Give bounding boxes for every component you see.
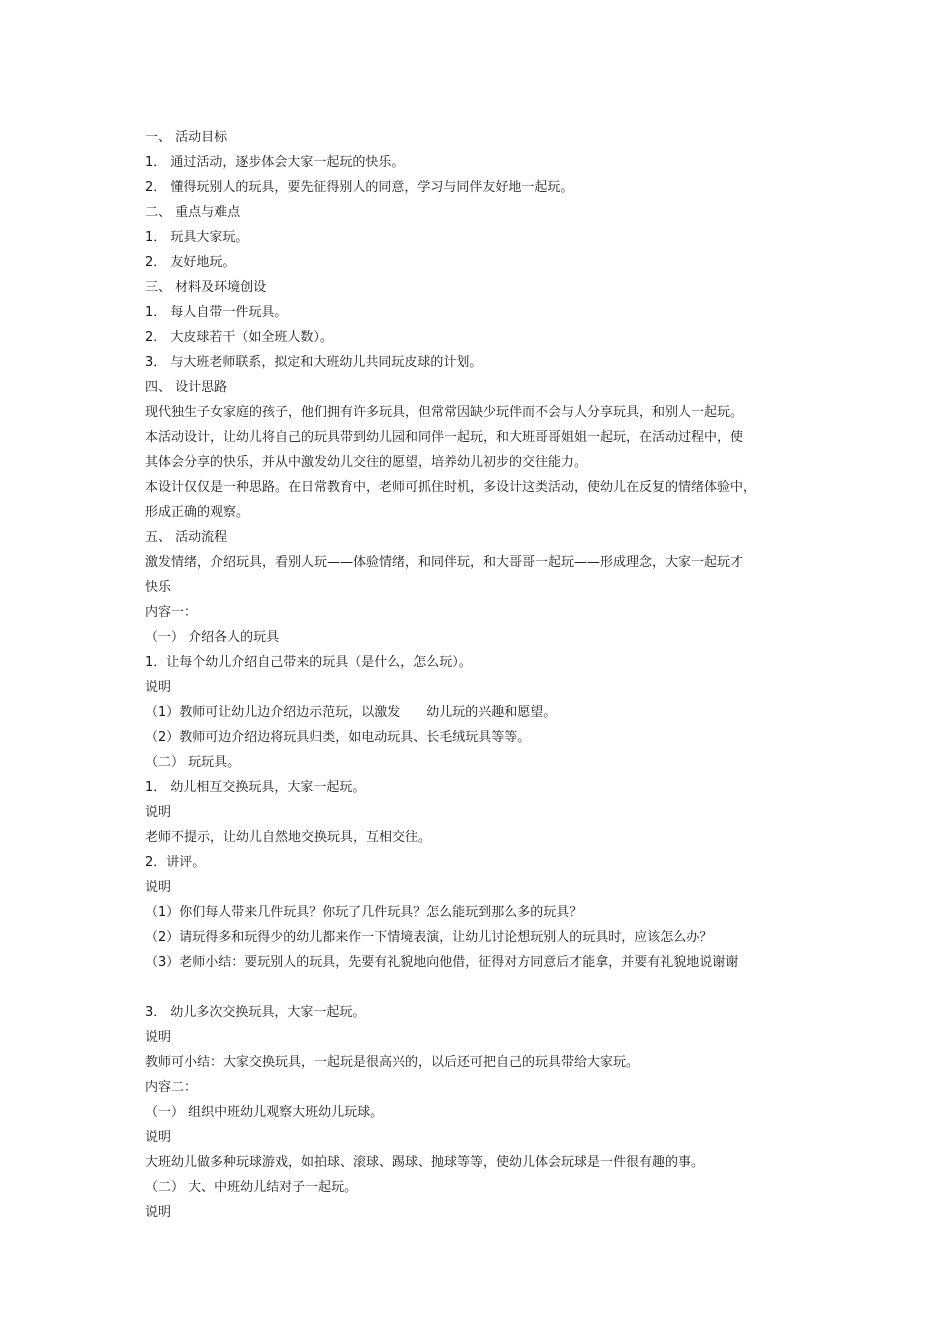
paragraph: 其体会分享的快乐，并从中激发幼儿交往的愿望，培养幼儿初步的交往能力。 — [145, 455, 588, 470]
paragraph: 教师可小结：大家交换玩具，一起玩是很高兴的，以后还可把自己的玩具带给大家玩。 — [145, 1055, 640, 1070]
paragraph: （2）请玩得多和玩得少的幼儿都来作一下情境表演，让幼儿讨论想玩别人的玩具时，应该怎么办？ — [145, 930, 713, 945]
subheading-content-one: 内容一： — [145, 605, 198, 620]
paragraph: 快乐 — [145, 580, 172, 595]
paragraph: 2． 大皮球若干（如全班人数）。 — [145, 330, 333, 345]
paragraph: 2．讲评。 — [145, 855, 206, 870]
heading-design-idea: 四、 设计思路 — [145, 380, 228, 395]
paragraph: （二） 大、中班幼儿结对子一起玩。 — [145, 1180, 358, 1195]
heading-materials: 三、 材料及环境创设 — [145, 280, 267, 295]
paragraph: （1）教师可让幼儿边介绍边示范玩，以激发 幼儿玩的兴趣和愿望。 — [145, 705, 557, 720]
paragraph: 本活动设计，让幼儿将自己的玩具带到幼儿园和同伴一起玩，和大班哥哥姐姐一起玩，在活动过程中，使 — [145, 430, 744, 445]
note-label: 说明 — [145, 1205, 172, 1220]
paragraph: 1． 通过活动，逐步体会大家一起玩的快乐。 — [145, 155, 405, 170]
paragraph: （一） 组织中班幼儿观察大班幼儿玩球。 — [145, 1105, 384, 1120]
paragraph: 激发情绪，介绍玩具，看别人玩——体验情绪，和同伴玩，和大哥哥一起玩——形成理念，大家一起玩才 — [145, 555, 744, 570]
paragraph: （1）你们每人带来几件玩具？你玩了几件玩具？怎么能玩到那么多的玩具？ — [145, 905, 583, 920]
note-label: 说明 — [145, 1030, 172, 1045]
paragraph: 本设计仅仅是一种思路。在日常教育中，老师可抓住时机，多设计这类活动，使幼儿在反复的情绪体验中， — [145, 480, 757, 495]
paragraph: 3． 幼儿多次交换玩具，大家一起玩。 — [145, 1005, 366, 1020]
paragraph: （二） 玩玩具。 — [145, 755, 241, 770]
paragraph: （一） 介绍各人的玩具 — [145, 630, 280, 645]
note-label: 说明 — [145, 805, 172, 820]
blank-line — [145, 975, 825, 1000]
paragraph: （3）老师小结：要玩别人的玩具，先要有礼貌地向他借，征得对方同意后才能拿，并要有礼貌地说谢谢 — [145, 955, 739, 970]
paragraph: （2）教师可边介绍边将玩具归类，如电动玩具、长毛绒玩具等等。 — [145, 730, 531, 745]
paragraph: 3． 与大班老师联系，拟定和大班幼儿共同玩皮球的计划。 — [145, 355, 483, 370]
note-label: 说明 — [145, 1130, 172, 1145]
heading-key-points: 二、 重点与难点 — [145, 205, 241, 220]
paragraph: 1． 幼儿相互交换玩具，大家一起玩。 — [145, 780, 366, 795]
paragraph: 形成正确的观察。 — [145, 505, 250, 520]
document-body — [145, 125, 825, 1225]
paragraph: 1． 玩具大家玩。 — [145, 230, 249, 245]
paragraph: 1．让每个幼儿介绍自己带来的玩具（是什么，怎么玩）。 — [145, 655, 472, 670]
paragraph: 1． 每人自带一件玩具。 — [145, 305, 288, 320]
note-label: 说明 — [145, 680, 172, 695]
paragraph: 2． 懂得玩别人的玩具，要先征得别人的同意，学习与同伴友好地一起玩。 — [145, 180, 574, 195]
paragraph: 2． 友好地玩。 — [145, 255, 236, 270]
paragraph: 现代独生子女家庭的孩子，他们拥有许多玩具，但常常因缺少玩伴而不会与人分享玩具，和别人一起玩。 — [145, 405, 744, 420]
paragraph: 老师不提示，让幼儿自然地交换玩具，互相交往。 — [145, 830, 432, 845]
paragraph: 大班幼儿做多种玩球游戏，如拍球、滚球、踢球、抛球等等，使幼儿体会玩球是一件很有趣的事。 — [145, 1155, 705, 1170]
subheading-content-two: 内容二： — [145, 1080, 198, 1095]
heading-objectives: 一、 活动目标 — [145, 130, 228, 145]
heading-activity-flow: 五、 活动流程 — [145, 530, 228, 545]
note-label: 说明 — [145, 880, 172, 895]
